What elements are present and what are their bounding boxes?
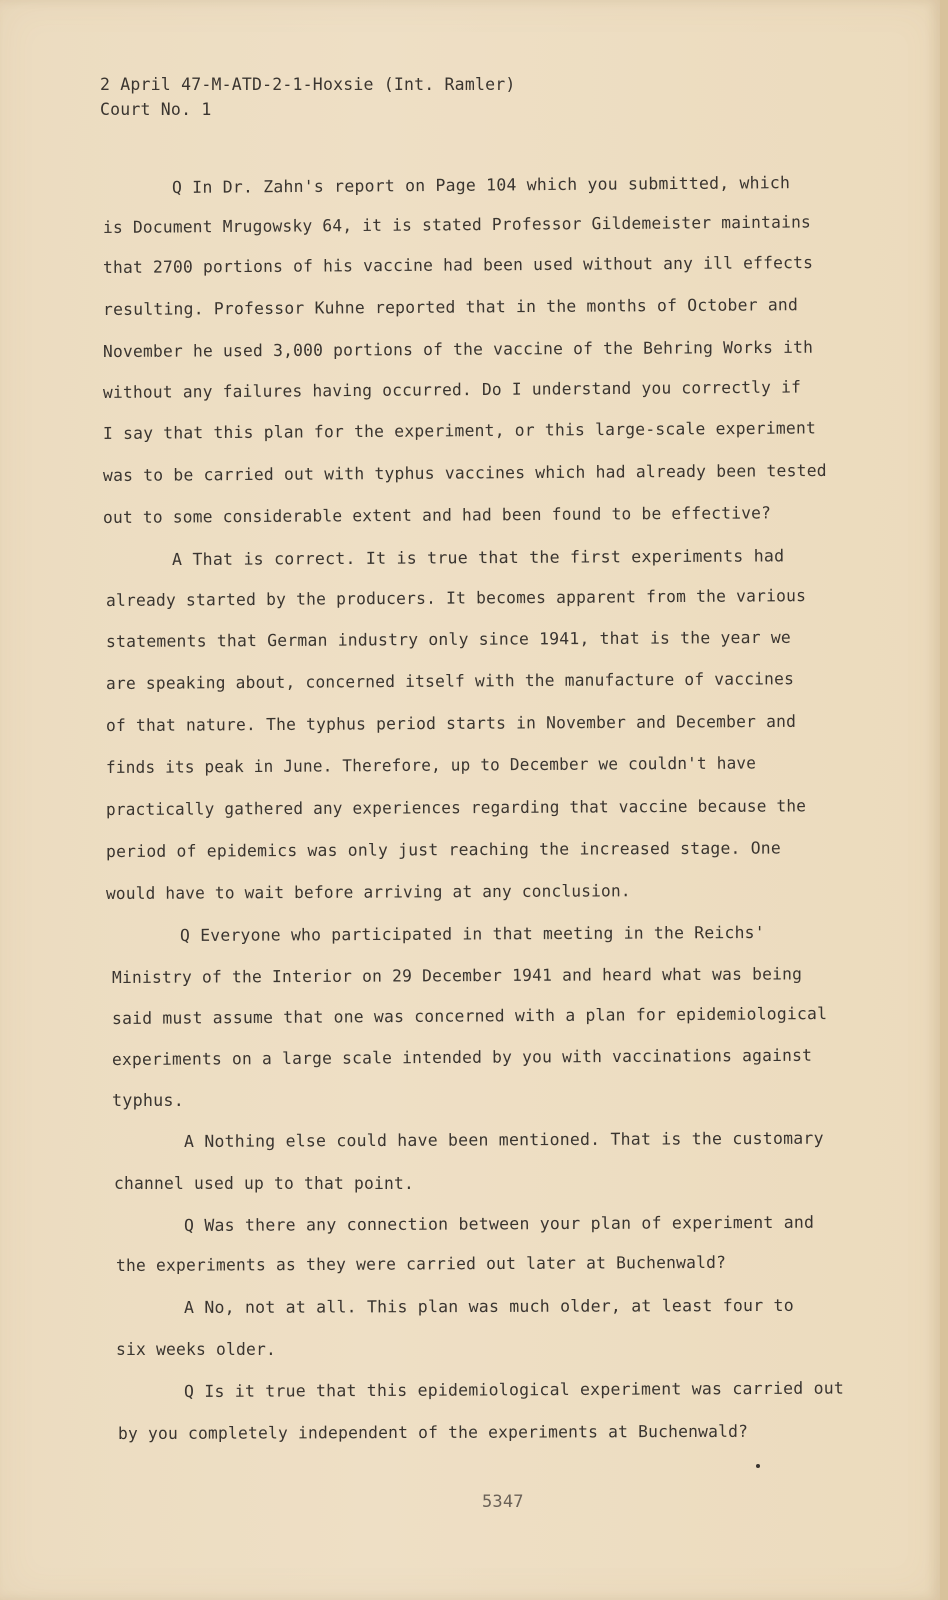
- page-number: 5347: [482, 1492, 524, 1512]
- text-line: statements that German industry only since 1941, that is the year we: [105, 627, 792, 651]
- paper-edge: [940, 0, 948, 1600]
- text-line: A That is correct. It is true that the first experiments had: [171, 546, 785, 569]
- text-line: finds its peak in June. Therefore, up to December we couldn't have: [105, 753, 757, 777]
- ink-dot: [756, 1464, 760, 1468]
- text-line: would have to wait before arriving at any conclusion.: [105, 881, 631, 903]
- text-line: Q Is it true that this epidemiological experiment was carried out: [183, 1378, 845, 1401]
- text-line: November he used 3,000 portions of the vaccine of the Behring Works ith: [102, 337, 814, 361]
- text-line: I say that this plan for the experiment, or this large-scale experiment: [102, 418, 817, 443]
- text-line: experiments on a large scale intended by you with vaccinations against: [111, 1045, 813, 1069]
- text-line: said must assume that one was concerned with a plan for epidemiological: [111, 1004, 828, 1028]
- text-line: already started by the producers. It becomes apparent from the various: [105, 586, 807, 610]
- text-line: resulting. Professor Kuhne reported that in the months of October and: [102, 295, 799, 319]
- text-line: that 2700 portions of his vaccine had been used without any ill effects: [102, 253, 814, 277]
- text-line: was to be carried out with typhus vaccines which had already been tested: [102, 460, 827, 485]
- text-line: period of epidemics was only just reaching the increased stage. One: [105, 838, 781, 861]
- text-line: practically gathered any experiences regarding that vaccine because the: [105, 796, 807, 819]
- text-line: are speaking about, concerned itself with the manufacture of vaccines: [105, 669, 795, 693]
- header-line-1: 2 April 47-M-ATD-2-1-Hoxsie (Int. Ramler): [100, 75, 516, 94]
- text-line: out to some considerable extent and had been found to be effective?: [102, 503, 772, 527]
- text-line: is Document Mrugowsky 64, it is stated Professor Gildemeister maintains: [102, 212, 812, 237]
- text-line: by you completely independent of the experiments at Buchenwald?: [117, 1421, 749, 1443]
- text-line: Q Was there any connection between your plan of experiment and: [183, 1212, 815, 1235]
- text-line: typhus.: [112, 1091, 185, 1110]
- text-line: the experiments as they were carried out later at Buchenwald?: [115, 1252, 727, 1275]
- text-line: Q Everyone who participated in that meeting in the Reichs': [179, 922, 765, 945]
- text-line: A No, not at all. This plan was much older, at least four to: [183, 1295, 794, 1317]
- text-line: of that nature. The typhus period starts in November and December and: [105, 711, 797, 735]
- text-line: channel used up to that point.: [114, 1174, 415, 1193]
- text-line: A Nothing else could have been mentioned. That is the customary: [183, 1128, 824, 1151]
- text-line: Ministry of the Interior on 29 December 1941 and heard what was being: [111, 964, 803, 987]
- header-line-2: Court No. 1: [100, 100, 212, 119]
- text-line: without any failures having occurred. Do I understand you correctly if: [102, 377, 802, 402]
- text-line: six weeks older.: [116, 1340, 277, 1359]
- text-line: Q In Dr. Zahn's report on Page 104 which you submitted, which: [171, 173, 791, 197]
